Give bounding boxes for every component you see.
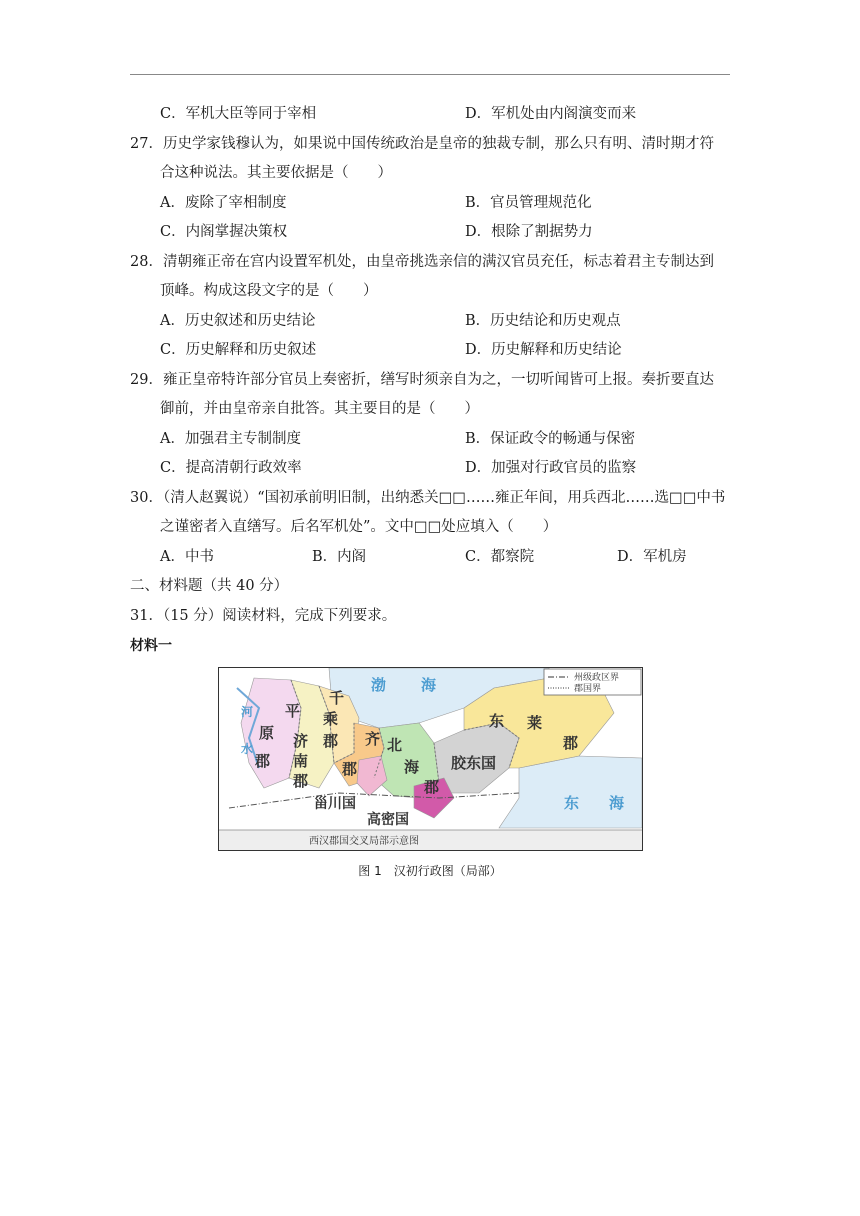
label-jun-4: 郡 xyxy=(342,760,358,778)
q31-stem: 31．（15 分）阅读材料，完成下列要求。 xyxy=(130,608,397,624)
river-char2: 水 xyxy=(241,742,254,756)
q29-option-d: D．加强对行政官员的监察 xyxy=(465,460,637,476)
q26-option-c: C．军机大臣等同于宰相 xyxy=(160,106,317,122)
q28-stem-line2: 顶峰。构成这段文字的是（ ） xyxy=(160,283,378,299)
label-jun-5: 郡 xyxy=(424,778,440,796)
section-heading: 二、材料题（共 40 分） xyxy=(130,578,289,594)
q30-stem-line1: 30．（清人赵翼说）“国初承前明旧制，出纳悉关□□……雍正年间，用兵西北……选□□中书 xyxy=(130,490,726,506)
label-cheng: 乘 xyxy=(323,710,339,728)
map-footer-title: 西汉郡国交叉局部示意图 xyxy=(309,836,419,847)
q30-stem-line2: 之谨密者入直缮写。后名军机处”。文中□□处应填入（ ） xyxy=(160,519,558,535)
q27-option-a: A．废除了宰相制度 xyxy=(160,195,287,211)
q28-stem-line1: 28．清朝雍正帝在宫内设置军机处，由皇帝挑选亲信的满汉官员充任，标志着君主专制达到 xyxy=(130,254,714,270)
label-jiaodong: 胶东国 xyxy=(451,754,497,772)
q30-option-c: C．都察院 xyxy=(465,549,535,565)
q29-option-b: B．保证政令的畅通与保密 xyxy=(465,431,636,447)
label-bei: 北 xyxy=(387,736,403,754)
label-lai: 莱 xyxy=(527,714,543,732)
q28-option-d: D．历史解释和历史结论 xyxy=(465,342,622,358)
label-jun-3: 郡 xyxy=(323,732,339,750)
river-char1: 河 xyxy=(241,705,254,719)
q29-stem-line2: 御前，并由皇帝亲自批答。其主要目的是（ ） xyxy=(160,401,479,417)
sea-bohai-char2: 海 xyxy=(421,676,437,694)
q28-option-b: B．历史结论和历史观点 xyxy=(465,313,621,329)
legend-commandery-label: 郡国界 xyxy=(574,684,602,694)
q29-option-a: A．加强君主专制制度 xyxy=(160,431,301,447)
sea-bohai-char1: 渤 xyxy=(371,676,387,694)
label-jun-1: 郡 xyxy=(255,752,271,770)
q26-option-d: D．军机处由内阁演变而来 xyxy=(465,106,637,122)
han-map-svg xyxy=(219,668,642,850)
label-ji: 济 xyxy=(293,732,309,750)
header-rule xyxy=(130,74,730,75)
label-qian: 千 xyxy=(329,689,345,707)
han-map-figure xyxy=(218,667,643,851)
q29-option-c: C．提高清朝行政效率 xyxy=(160,460,302,476)
q30-option-b: B．内阁 xyxy=(312,549,367,565)
q27-stem-line1: 27．历史学家钱穆认为，如果说中国传统政治是皇帝的独裁专制，那么只有明、清时期才符 xyxy=(130,136,714,152)
label-jun-6: 郡 xyxy=(563,734,579,752)
sea-east-char1: 东 xyxy=(564,794,580,812)
q29-stem-line1: 29．雍正皇帝特许部分官员上奏密折，缮写时须亲自为之，一切听闻皆可上报。奏折要直达 xyxy=(130,372,714,388)
label-jun-2: 郡 xyxy=(293,772,309,790)
q27-option-b: B．官员管理规范化 xyxy=(465,195,592,211)
material-one-label: 材料一 xyxy=(130,638,172,654)
q30-option-d: D．军机房 xyxy=(617,549,687,565)
label-gaomi: 高密国 xyxy=(367,812,409,828)
q27-stem-line2: 合这种说法。其主要依据是（ ） xyxy=(160,165,392,181)
label-hai: 海 xyxy=(404,758,420,776)
q27-option-c: C．内阁掌握决策权 xyxy=(160,224,288,240)
label-ping: 平 xyxy=(285,702,301,720)
label-dong: 东 xyxy=(489,712,505,730)
q28-option-a: A．历史叙述和历史结论 xyxy=(160,313,316,329)
q28-option-c: C．历史解释和历史叙述 xyxy=(160,342,317,358)
q30-option-a: A．中书 xyxy=(160,549,214,565)
map-footer-strip xyxy=(219,830,642,850)
q27-option-d: D．根除了割据势力 xyxy=(465,224,593,240)
map-legend xyxy=(544,669,641,695)
figure-caption: 图 1 汉初行政图（局部） xyxy=(358,864,502,878)
label-qi: 齐 xyxy=(365,730,381,748)
sea-east-char2: 海 xyxy=(609,794,625,812)
label-yuan: 原 xyxy=(259,724,275,742)
label-nan: 南 xyxy=(293,752,309,770)
label-zichuan: 甾川国 xyxy=(314,796,356,812)
legend-province-label: 州级政区界 xyxy=(574,673,620,683)
